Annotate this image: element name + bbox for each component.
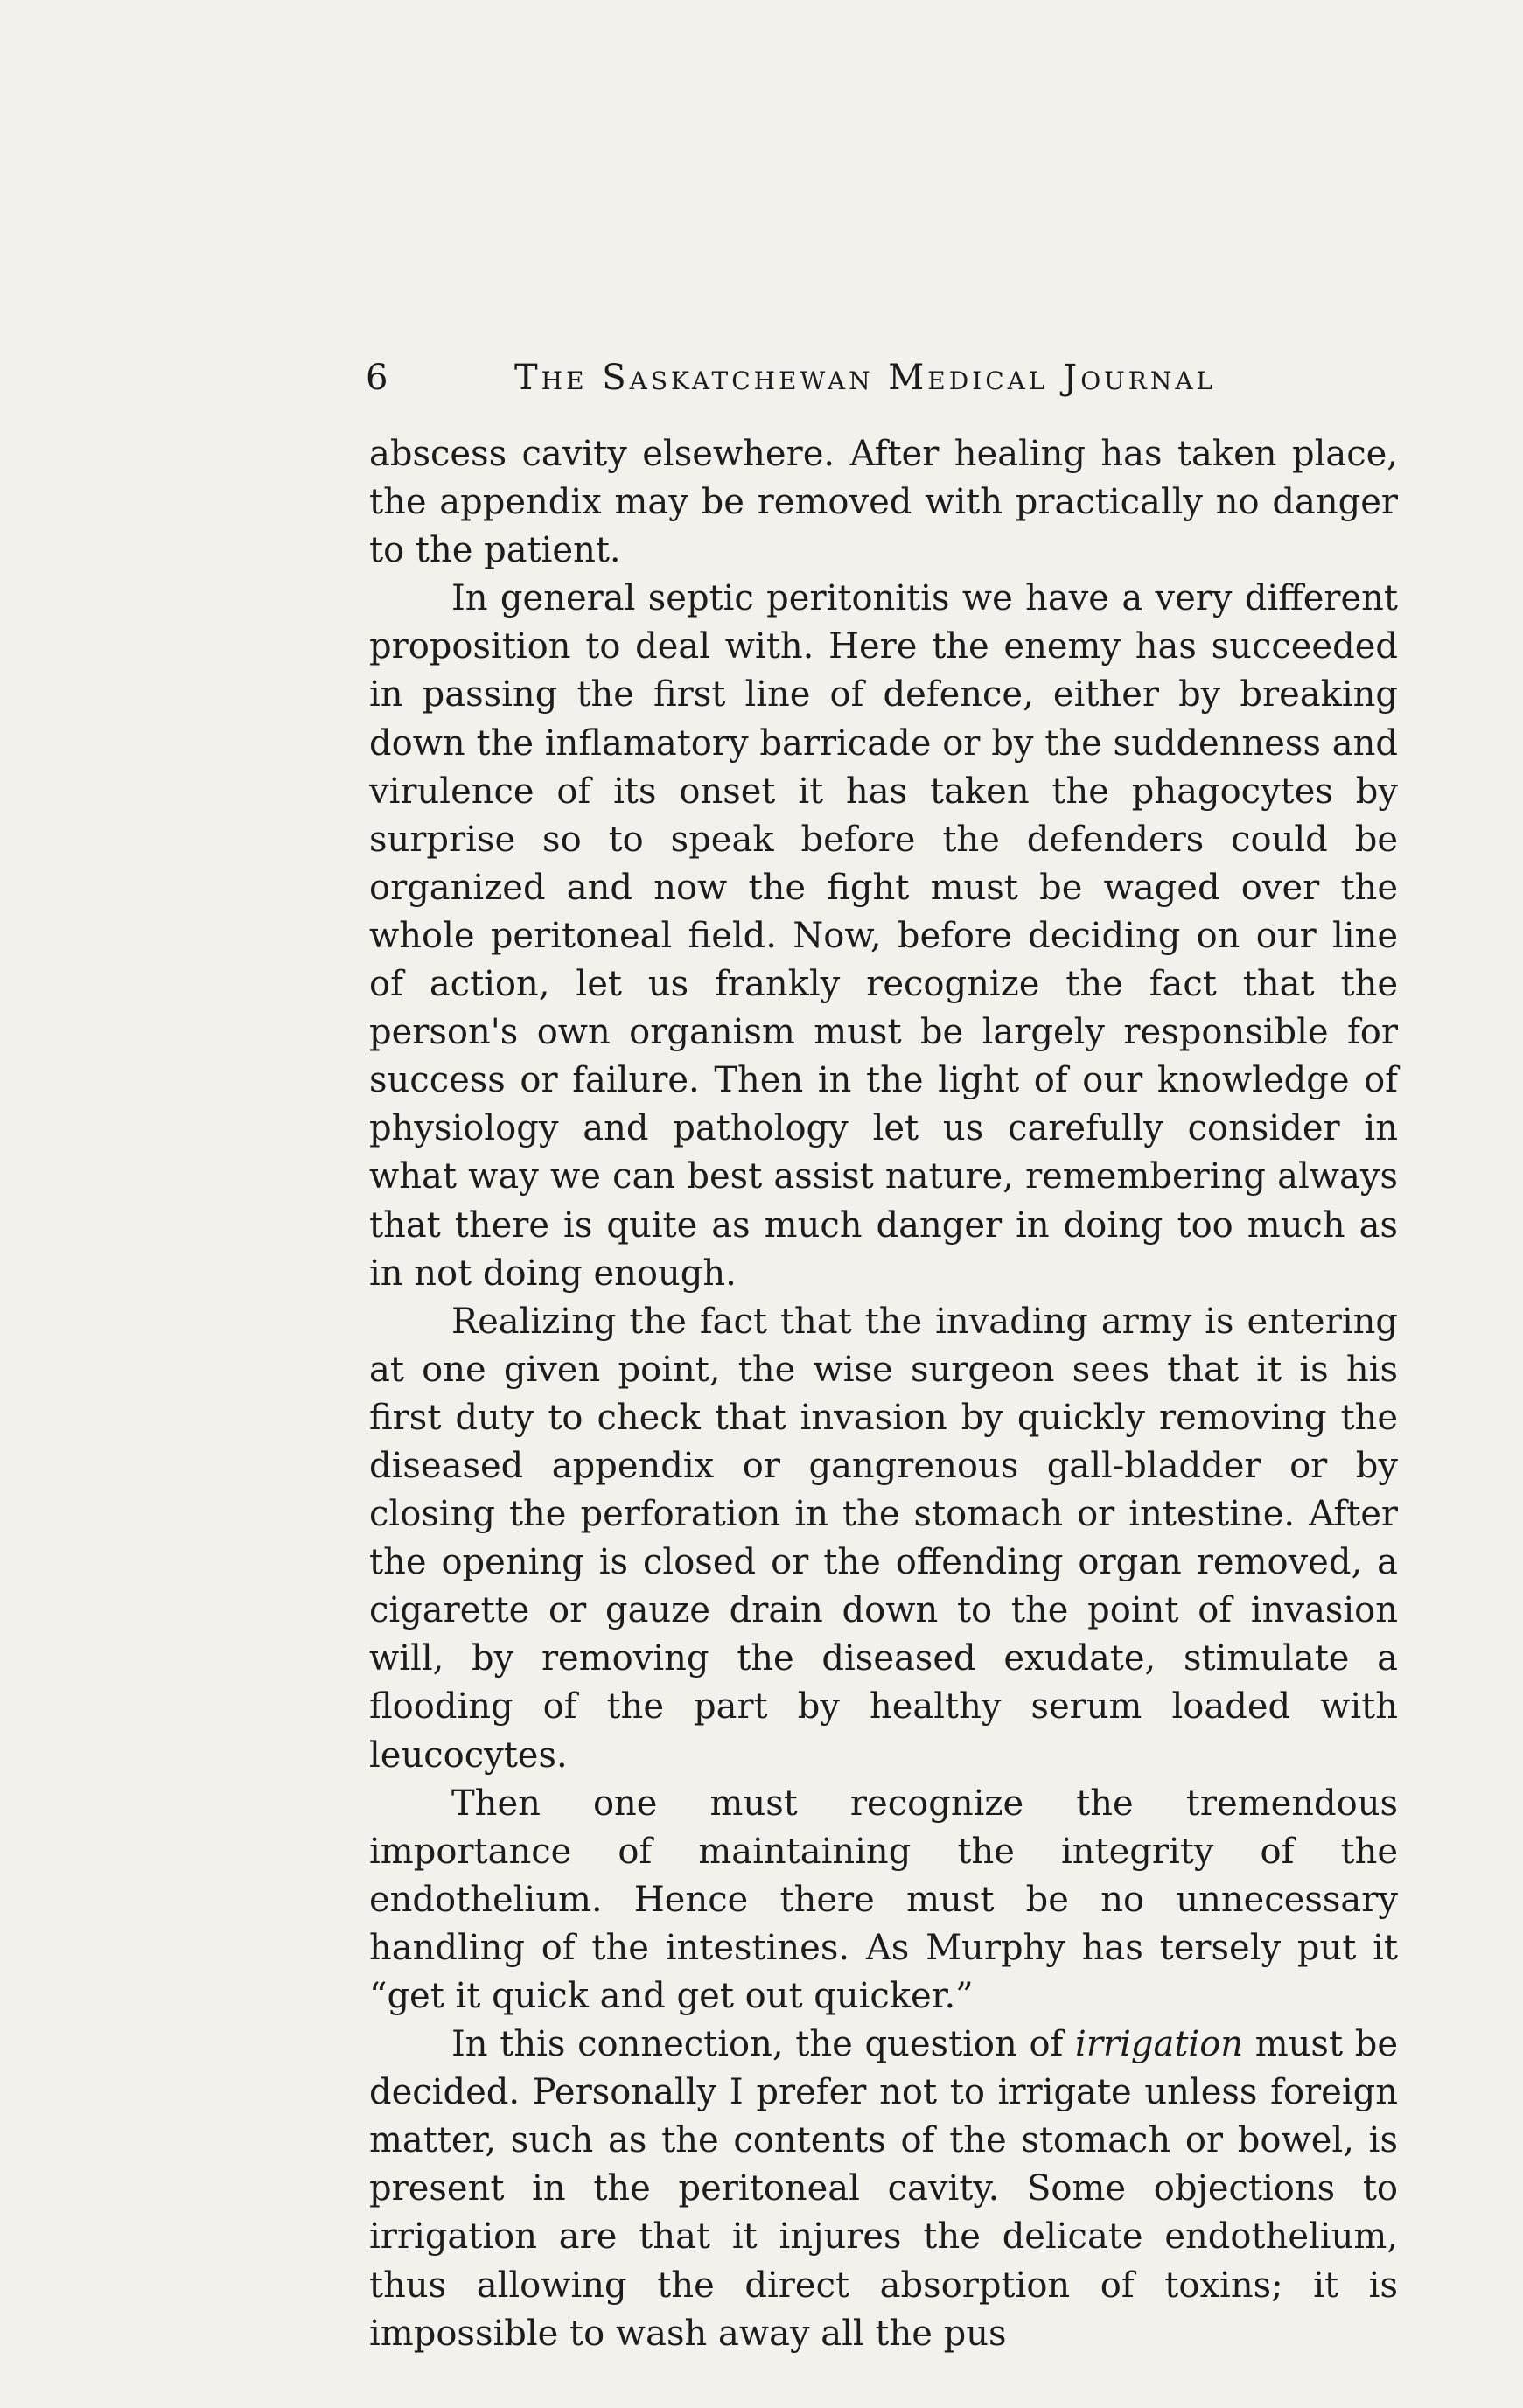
italic-term: irrigation [1075, 2024, 1244, 2065]
page-number: 6 [366, 358, 388, 398]
paragraph-2: In general septic peritonitis we have a very different proposition to deal with. Here the enemy has succeeded in passing the first line of defence, either by breaking down the inflamatory barricade or by the suddenness and virulence of its onset it has taken the phagocytes by surprise so to speak before the defenders could be organized and now the fight must be waged over the whole peritoneal field. Now, before deciding on our line of action, let us frankly recognize the fact that the person's own organism must be largely responsible for success or failure. Then in the light of our knowledge of physiology and pathology let us carefully consider in what way we can best assist nature, remembering always that there is quite as much danger in doing too much as in not doing enough. [369, 578, 1398, 1294]
paragraph-4: Then one must recognize the tremendous importance of maintaining the integrity of the endothelium. Hence there must be no unnecessary handling of the intestines. As Murphy has tersely put it “get it quick and get out quicker.” [369, 1783, 1398, 2016]
paragraph-1: abscess cavity elsewhere. After healing has taken place, the appendix may be removed with practically no danger to the patient. [369, 434, 1398, 571]
paragraph-5-rest: must be decided. Personally I prefer not to irrigate unless foreign matter, such as the contents of the stomach or bowel, is present in the peritoneal cavity. Some objections to irrigation are that it injures the delicate endothelium, thus allowing the direct absorption of toxins; it is impossible to wash away all the pus [369, 2024, 1398, 2354]
journal-title: The Saskatchewan Medical Journal [514, 358, 1217, 398]
paragraph-5 [369, 2021, 1398, 2358]
paragraph-3: Realizing the fact that the invading army is entering at one given point, the wise surgeon sees that it is his first duty to check that invasion by quickly removing the diseased appendix or gangrenous gall-bladder or by closing the perforation in the stomach or intestine. After the opening is closed or the offending organ removed, a cigarette or gauze drain down to the point of invasion will, by removing the diseased exudate, stimulate a flooding of the part by healthy serum loaded with leucocytes. [369, 1301, 1398, 1776]
article-body [369, 430, 1398, 2358]
paragraph-5-start: In this connection, the question of [451, 2024, 1076, 2065]
running-head [366, 352, 1398, 404]
